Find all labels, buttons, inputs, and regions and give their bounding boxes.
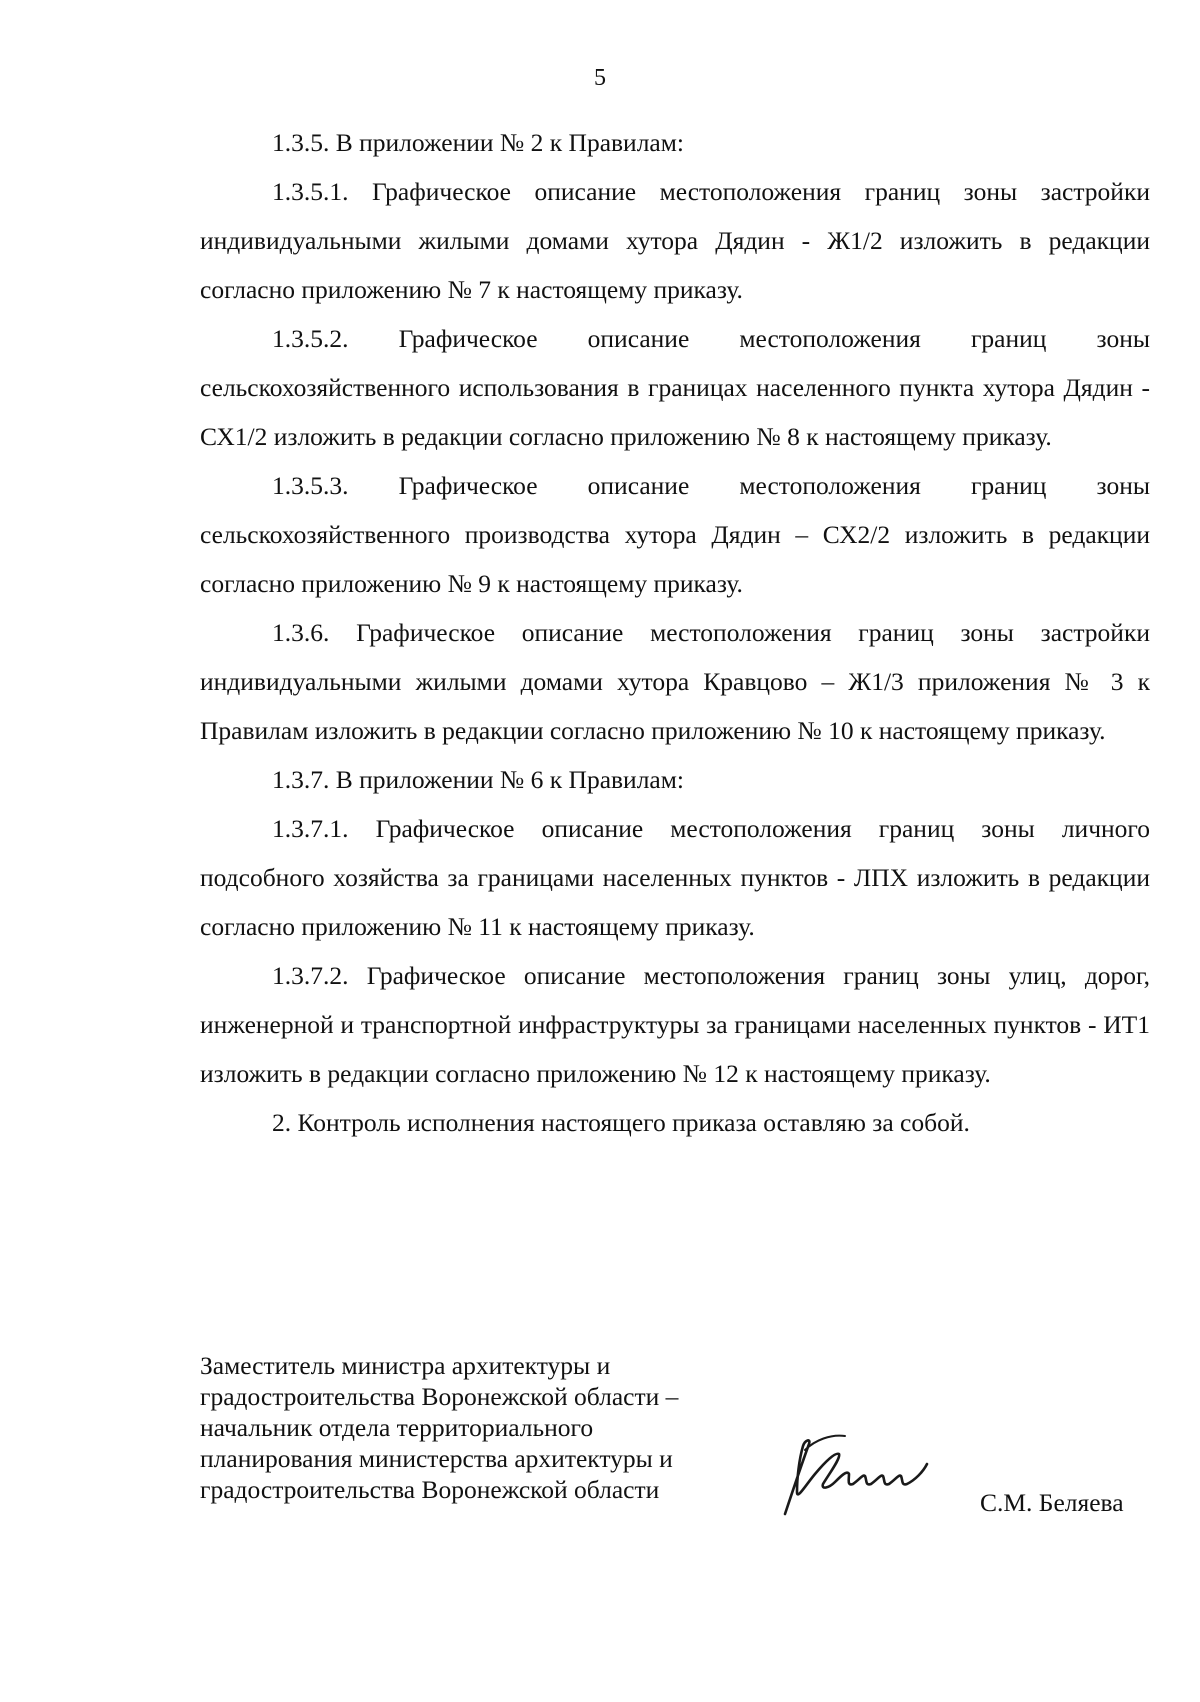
paragraph-1-3-7: 1.3.7. В приложении № 6 к Правилам: — [272, 765, 684, 794]
handwritten-signature — [775, 1430, 955, 1520]
paragraph-1-3-7-2: 1.3.7.2. Графическое описание местоположения границ зоны улиц, дорог, инженерной и транспортной инфраструктуры за границами населенных пунктов - ИТ1 изложить в редакции согласно приложению № 12 к настоящему приказу. — [200, 961, 1150, 1088]
paragraph-1-3-6: 1.3.6. Графическое описание местоположения границ зоны застройки индивидуальными жилыми домами хутора Кравцово – Ж1/3 приложения № 3 к Правилам изложить в редакции согласно приложению № 10 к настоящему приказу. — [200, 618, 1150, 745]
page-number: 5 — [594, 65, 606, 91]
paragraph-1-3-5: 1.3.5. В приложении № 2 к Правилам: — [272, 128, 684, 157]
signer-title-line: Заместитель министра архитектуры и — [200, 1351, 611, 1380]
paragraph-2: 2. Контроль исполнения настоящего приказа оставляю за собой. — [272, 1108, 970, 1137]
signer-title-line: начальник отдела территориального — [200, 1413, 594, 1442]
signature-block — [200, 1350, 1160, 1550]
paragraph-1-3-5-2: 1.3.5.2. Графическое описание местоположения границ зоны сельскохозяйственного использования в границах населенного пункта хутора Дядин - СХ1/2 изложить в редакции согласно приложению № 8 к настоящему приказу. — [200, 324, 1150, 451]
paragraph-1-3-5-3: 1.3.5.3. Графическое описание местоположения границ зоны сельскохозяйственного производства хутора Дядин – СХ2/2 изложить в редакции согласно приложению № 9 к настоящему приказу. — [200, 471, 1150, 598]
paragraph-1-3-5-1: 1.3.5.1. Графическое описание местоположения границ зоны застройки индивидуальными жилыми домами хутора Дядин - Ж1/2 изложить в редакции согласно приложению № 7 к настоящему приказу. — [200, 177, 1150, 304]
document-body — [200, 118, 1150, 1147]
signer-title-line: планирования министерства архитектуры и — [200, 1444, 673, 1473]
paragraph-1-3-7-1: 1.3.7.1. Графическое описание местоположения границ зоны личного подсобного хозяйства за границами населенных пунктов - ЛПХ изложить в редакции согласно приложению № 11 к настоящему приказу. — [200, 814, 1150, 941]
signer-title-line: градостроительства Воронежской области – — [200, 1382, 679, 1411]
signer-title — [200, 1350, 740, 1505]
signer-name: С.М. Беляева — [980, 1488, 1124, 1517]
signer-title-line: градостроительства Воронежской области — [200, 1475, 660, 1504]
